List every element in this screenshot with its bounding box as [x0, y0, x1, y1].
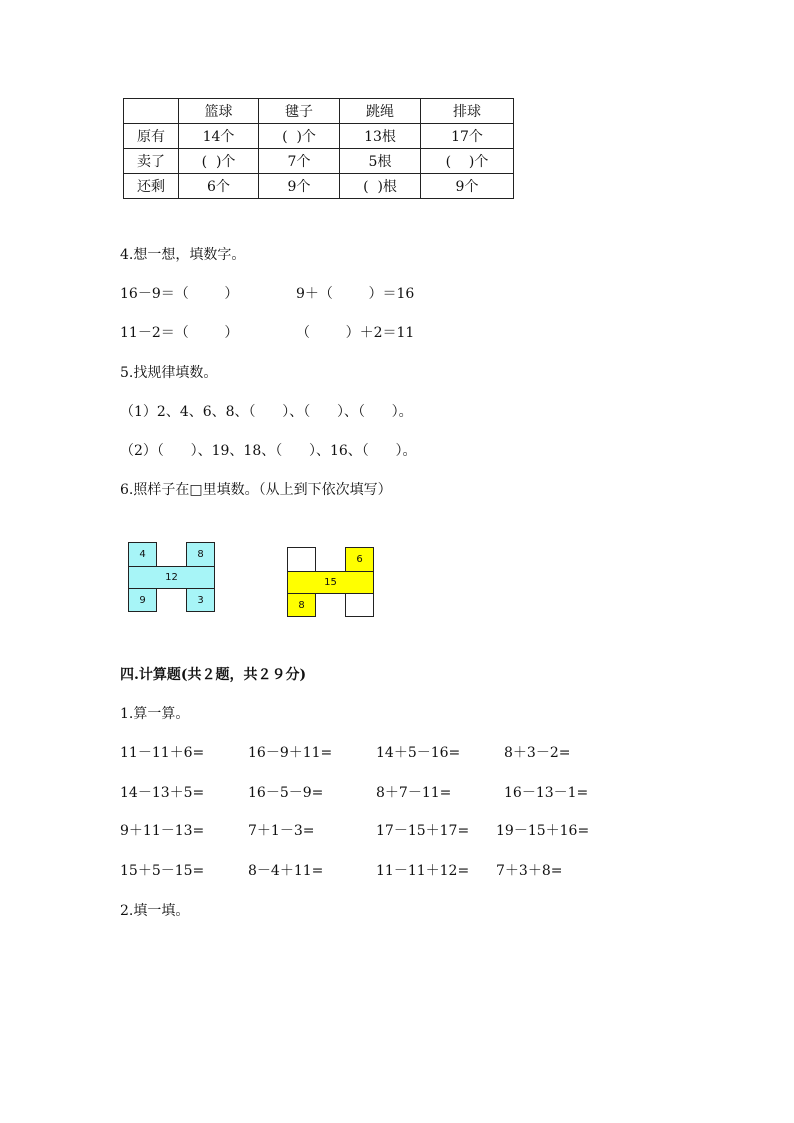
calc-title: 1.算一算。 — [120, 706, 190, 722]
calc-problem: 7＋3＋8= — [496, 863, 563, 879]
table-cell: ( )个 — [421, 149, 514, 174]
h-cell-top-left[interactable] — [287, 547, 316, 572]
q4-equation: 16－9＝（ ） — [120, 286, 239, 302]
calc-problem: 8－4＋11= — [248, 863, 324, 879]
calc-problem: 16－5－9= — [248, 785, 324, 801]
table-cell: 还剩 — [124, 174, 179, 199]
q5-sequence: （1）2、4、6、8、（ ）、（ ）、（ ）。 — [120, 404, 413, 420]
table-header-cell: 跳绳 — [340, 99, 421, 124]
table-cell: 7个 — [259, 149, 340, 174]
table-row — [124, 174, 514, 199]
table-cell: 9个 — [421, 174, 514, 199]
h-cell-middle: 12 — [128, 566, 215, 589]
table-cell: 9个 — [259, 174, 340, 199]
table-cell: 13根 — [340, 124, 421, 149]
q4-equation: 11－2＝（ ） — [120, 325, 239, 341]
table-header-cell — [124, 99, 179, 124]
calc-problem: 8＋3－2= — [504, 745, 571, 761]
table-cell: ( )个 — [179, 149, 259, 174]
h-cell-top-right: 6 — [345, 547, 374, 572]
table-cell: 原有 — [124, 124, 179, 149]
fill-title: 2.填一填。 — [120, 903, 190, 919]
q5-sequence: （2）（ ）、19、18、（ ）、16、（ ）。 — [120, 443, 417, 459]
calc-problem: 14＋5－16= — [376, 745, 461, 761]
table-row — [124, 124, 514, 149]
table-header-row — [124, 99, 514, 124]
q4-title: 4.想一想，填数字。 — [120, 247, 246, 263]
h-cell-bottom-right: 3 — [186, 588, 215, 612]
table-cell: 6个 — [179, 174, 259, 199]
h-cell-bottom-left: 8 — [287, 593, 316, 617]
q5-title: 5.找规律填数。 — [120, 365, 218, 381]
table-cell: ( )个 — [259, 124, 340, 149]
table-cell: 5根 — [340, 149, 421, 174]
table-header-cell: 毽子 — [259, 99, 340, 124]
q4-equation: （ ）＋2＝11 — [296, 325, 415, 341]
table-cell: 17个 — [421, 124, 514, 149]
calc-problem: 9＋11－13= — [120, 823, 205, 839]
calc-problem: 19－15＋16= — [496, 823, 590, 839]
h-cell-bottom-right[interactable] — [345, 593, 374, 617]
calc-problem: 17－15＋17= — [376, 823, 470, 839]
table-cell: ( )根 — [340, 174, 421, 199]
calc-problem: 16－9＋11= — [248, 745, 333, 761]
section-heading: 四.计算题(共２题，共２９分) — [120, 667, 307, 683]
calc-problem: 11－11＋12= — [376, 863, 470, 879]
q6-title: 6.照样子在□里填数。（从上到下依次填写） — [120, 482, 392, 498]
table-cell: 14个 — [179, 124, 259, 149]
h-cell-top-left: 4 — [128, 542, 157, 567]
calc-problem: 8＋7－11= — [376, 785, 452, 801]
table-cell: 卖了 — [124, 149, 179, 174]
table-header-cell: 篮球 — [179, 99, 259, 124]
h-cell-middle: 15 — [287, 571, 374, 594]
table-row — [124, 149, 514, 174]
calc-problem: 16－13－1= — [504, 785, 589, 801]
table-header-cell: 排球 — [421, 99, 514, 124]
example-h-shape — [128, 542, 216, 612]
h-cell-bottom-left: 9 — [128, 588, 157, 612]
sales-table — [123, 98, 514, 199]
h-cell-top-right: 8 — [186, 542, 215, 567]
q4-equation: 9＋（ ）＝16 — [296, 286, 415, 302]
calc-problem: 7＋1－3= — [248, 823, 315, 839]
calc-problem: 11－11＋6= — [120, 745, 205, 761]
calc-problem: 14－13＋5= — [120, 785, 205, 801]
calc-problem: 15＋5－15= — [120, 863, 205, 879]
task-h-shape — [287, 547, 375, 617]
